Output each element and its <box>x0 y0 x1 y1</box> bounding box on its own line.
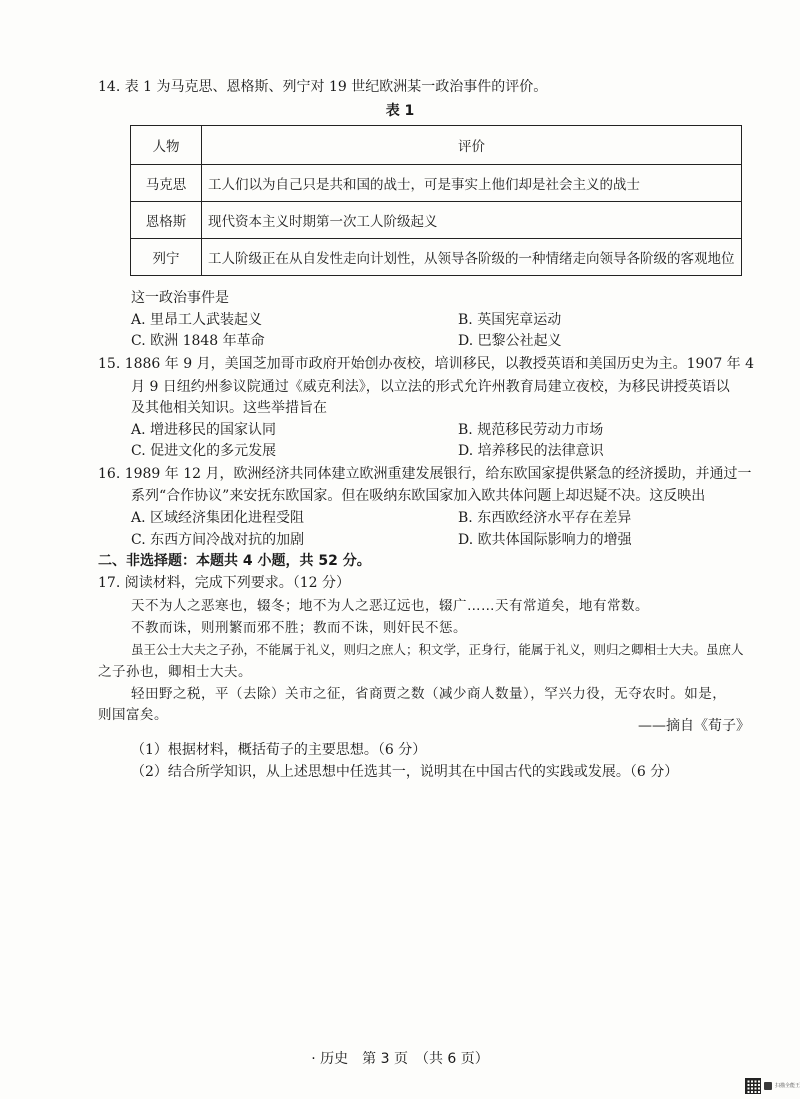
q15-stem-line: 及其他相关知识。这些举措旨在 <box>131 400 327 416</box>
q17-material-line: 轻田野之税，平（去除）关市之征，省商贾之数（减少商人数量），罕兴力役，无夺农时。如是， <box>131 686 727 702</box>
q15-stem-line: 月 9 日纽约州参议院通过《威克利法》，以立法的形式允许州教育局建立夜校，为移民讲授英语以 <box>131 379 730 395</box>
q17-source: ——摘自《荀子》 <box>638 718 750 734</box>
q15-stem-line: 15. 1886 年 9 月，美国芝加哥市政府开始创办夜校，培训移民，以教授英语和美国历史为主。1907 年 4 <box>98 356 755 372</box>
table-title: 表 1 <box>385 103 415 119</box>
q16-stem-line: 16. 1989 年 12 月，欧洲经济共同体建立欧洲重建发展银行，给东欧国家提供紧急的经济援助，并通过一 <box>98 466 752 482</box>
evaluation-table <box>130 125 742 276</box>
q15-option-a[interactable]: A. 增进移民的国家认同 <box>131 422 277 438</box>
q17-material-line: 虽王公士大夫之子孙，不能属于礼义，则归之庶人；积文学，正身行，能属于礼义，则归之卿相士大夫。虽庶人 <box>131 642 744 657</box>
scanner-watermark <box>745 1078 800 1094</box>
scanner-logo-icon <box>764 1082 772 1090</box>
watermark-text: 扫描全能王 <box>775 1083 800 1089</box>
q15-option-d[interactable]: D. 培养移民的法律意识 <box>458 443 604 459</box>
q14-option-b[interactable]: B. 英国宪章运动 <box>458 312 562 328</box>
q17-sub2: （2）结合所学知识，从上述思想中任选其一，说明其在中国古代的实践或发展。（6 分） <box>131 764 679 780</box>
table-header-evaluation: 评价 <box>202 126 742 165</box>
q17-sub1: （1）根据材料，概括荀子的主要思想。（6 分） <box>131 742 427 758</box>
q17-material-line: 之子孙也，卿相士大夫。 <box>98 664 252 680</box>
table-header-person: 人物 <box>131 126 202 165</box>
q16-option-a[interactable]: A. 区域经济集团化进程受阻 <box>131 510 305 526</box>
q16-option-b[interactable]: B. 东西欧经济水平存在差异 <box>458 510 632 526</box>
q17-stem: 17. 阅读材料，完成下列要求。（12 分） <box>98 575 350 591</box>
table-row <box>131 239 742 276</box>
table-cell-evaluation: 工人们以为自己只是共和国的战士，可是事实上他们却是社会主义的战士 <box>202 165 742 202</box>
q17-material-line: 则国富矣。 <box>98 707 168 723</box>
table-row <box>131 165 742 202</box>
table-cell-person: 列宁 <box>131 239 202 276</box>
page-footer: · 历史 第 3 页 （共 6 页） <box>311 1051 489 1067</box>
q14-option-a[interactable]: A. 里昂工人武装起义 <box>131 312 263 328</box>
q17-material-line: 不教而诛，则刑繁而邪不胜；教而不诛，则奸民不惩。 <box>131 620 467 636</box>
table-cell-person: 马克思 <box>131 165 202 202</box>
q16-stem-line: 系列“合作协议”来安抚东欧国家。但在吸纳东欧国家加入欧共体问题上却迟疑不决。这反映出 <box>131 488 706 504</box>
q14-stem: 14. 表 1 为马克思、恩格斯、列宁对 19 世纪欧洲某一政治事件的评价。 <box>98 79 548 95</box>
q16-option-c[interactable]: C. 东西方间冷战对抗的加剧 <box>131 532 305 548</box>
q15-option-b[interactable]: B. 规范移民劳动力市场 <box>458 422 604 438</box>
q14-option-d[interactable]: D. 巴黎公社起义 <box>458 333 562 349</box>
table-header-row <box>131 126 742 165</box>
table-cell-evaluation: 现代资本主义时期第一次工人阶级起义 <box>202 202 742 239</box>
q17-material-line: 天不为人之恶寒也，辍冬；地不为人之恶辽远也，辍广……天有常道矣，地有常数。 <box>131 598 649 614</box>
table-cell-evaluation: 工人阶级正在从自发性走向计划性，从领导各阶级的一种情绪走向领导各阶级的客观地位 <box>202 239 742 276</box>
table-cell-person: 恩格斯 <box>131 202 202 239</box>
qr-code-icon <box>745 1078 761 1094</box>
section-heading: 二、非选择题：本题共 4 小题，共 52 分。 <box>98 553 371 569</box>
q15-option-c[interactable]: C. 促进文化的多元发展 <box>131 443 277 459</box>
q16-option-d[interactable]: D. 欧共体国际影响力的增强 <box>458 532 632 548</box>
q14-prompt: 这一政治事件是 <box>131 290 229 306</box>
table-row <box>131 202 742 239</box>
q14-option-c[interactable]: C. 欧洲 1848 年革命 <box>131 333 265 349</box>
